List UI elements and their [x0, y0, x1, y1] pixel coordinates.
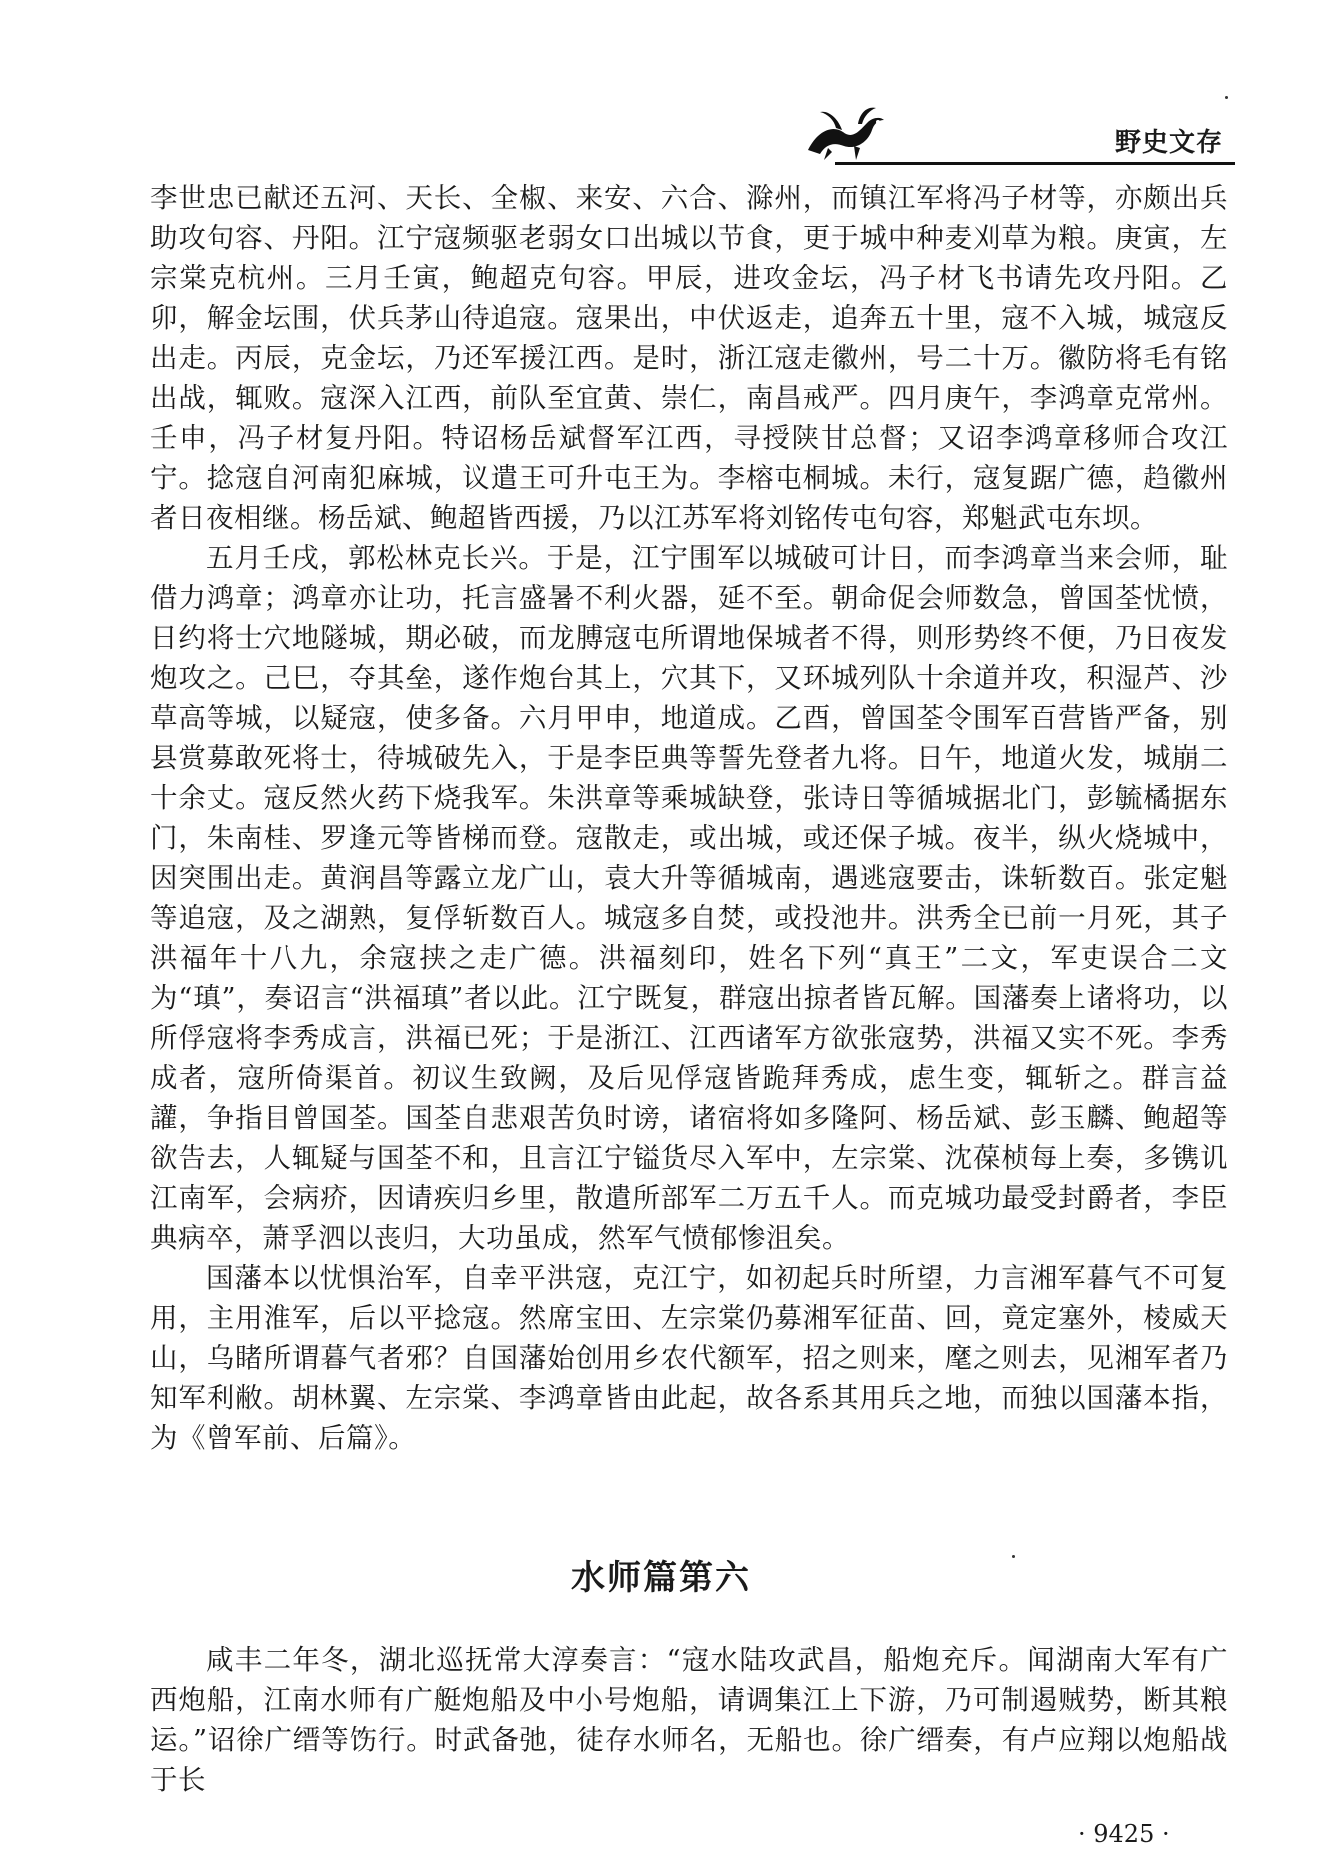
scan-speck	[1225, 96, 1228, 99]
page-header	[0, 100, 1322, 180]
dragon-icon	[798, 100, 890, 166]
header-rule	[835, 162, 1235, 165]
series-title: 野史文存	[1115, 128, 1224, 158]
paragraph: 五月壬戌，郭松林克长兴。于是，江宁围军以城破可计日，而李鸿章当来会师，耻借力鸿章；鸿章亦让功，托言盛暑不利火器，延不至。朝命促会师数急，曾国荃忧愤，日约将士穴地隧城，期必破，而龙膊寇屯所谓地保城者不得，则形势终不便，乃日夜发炮攻之。己巳，夺其垒，遂作炮台其上，穴其下，又环城列队十余道并攻，积湿芦、沙草高等城，以疑寇，使多备。六月甲申，地道成。乙酉，曾国荃令围军百营皆严备，别县赏募敢死将士，待城破先入，于是李臣典等誓先登者九将。日午，地道火发，城崩二十余丈。寇反然火药下烧我军。朱洪章等乘城缺登，张诗日等循城据北门，彭毓橘据东门，朱南桂、罗逢元等皆梯而登。寇散走，或出城，或还保子城。夜半，纵火烧城中，因突围出走。黄润昌等露立龙广山，袁大升等循城南，遇逃寇要击，诛斩数百。张定魁等追寇，及之湖熟，复俘斩数百人。城寇多自焚，或投池井。洪秀全已前一月死，其子洪福年十八九，余寇挟之走广德。洪福刻印，姓名下列“真王”二文，军吏误合二文为“瑱”，奏诏言“洪福瑱”者以此。江宁既复，群寇出掠者皆瓦解。国藩奏上诸将功，以所俘寇将李秀成言，洪福已死；于是浙江、江西诸军方欲张寇势，洪福又实不死。李秀成者，寇所倚渠首。初议生致阙，及后见俘寇皆跪拜秀成，虑生变，辄斩之。群言益讙，争指目曾国荃。国荃自悲艰苦负时谤，诸宿将如多隆阿、杨岳斌、彭玉麟、鲍超等欲告去，人辄疑与国荃不和，且言江宁镒货尽入军中，左宗棠、沈葆桢每上奏，多镌讥江南军，会病疥，因请疾归乡里，散遣所部军二万五千人。而克城功最受封爵者，李臣典病卒，萧孚泗以丧归，大功虽成，然军气愤郁惨沮矣。	[150, 542, 1228, 1254]
section-text	[150, 1640, 1228, 1800]
page-number: · 9425 ·	[1078, 1820, 1170, 1848]
paragraph: 咸丰二年冬，湖北巡抚常大淳奏言：“寇水陆攻武昌，船炮充斥。闻湖南大军有广西炮船，江南水师有广艇炮船及中小号炮船，请调集江上下游，乃可制遏贼势，断其粮运。”诏徐广缙等饬行。时武备弛，徒存水师名，无船也。徐广缙奏，有卢应翔以炮船战于长	[150, 1644, 1228, 1796]
body-text	[150, 178, 1228, 1458]
paragraph: 国藩本以忧惧治军，自幸平洪寇，克江宁，如初起兵时所望，力言湘军暮气不可复用，主用淮军，后以平捻寇。然席宝田、左宗棠仍募湘军征苗、回，竟定塞外，棱威天山，乌睹所谓暮气者邪？自国藩始创用乡农代额军，招之则来，麾之则去，见湘军者乃知军利敝。胡林翼、左宗棠、李鸿章皆由此起，故各系其用兵之地，而独以国藩本指，为《曾军前、后篇》。	[150, 1262, 1228, 1454]
section-title: 水师篇第六	[571, 1558, 751, 1598]
paragraph: 李世忠已献还五河、天长、全椒、来安、六合、滁州，而镇江军将冯子材等，亦颇出兵助攻句容、丹阳。江宁寇频驱老弱女口出城以节食，更于城中种麦刈草为粮。庚寅，左宗棠克杭州。三月壬寅，鲍超克句容。甲辰，进攻金坛，冯子材飞书请先攻丹阳。乙卯，解金坛围，伏兵茅山待追寇。寇果出，中伏返走，追奔五十里，寇不入城，城寇反出走。丙辰，克金坛，乃还军援江西。是时，浙江寇走徽州，号二十万。徽防将毛有铭出战，辄败。寇深入江西，前队至宜黄、崇仁，南昌戒严。四月庚午，李鸿章克常州。壬申，冯子材复丹阳。特诏杨岳斌督军江西，寻授陕甘总督；又诏李鸿章移师合攻江宁。捻寇自河南犯麻城，议遣王可升屯王为。李榕屯桐城。未行，寇复踞广德，趋徽州者日夜相继。杨岳斌、鲍超皆西援，乃以江苏军将刘铭传屯句容，郑魁武屯东坝。	[150, 182, 1228, 534]
scan-speck	[1012, 1555, 1015, 1558]
